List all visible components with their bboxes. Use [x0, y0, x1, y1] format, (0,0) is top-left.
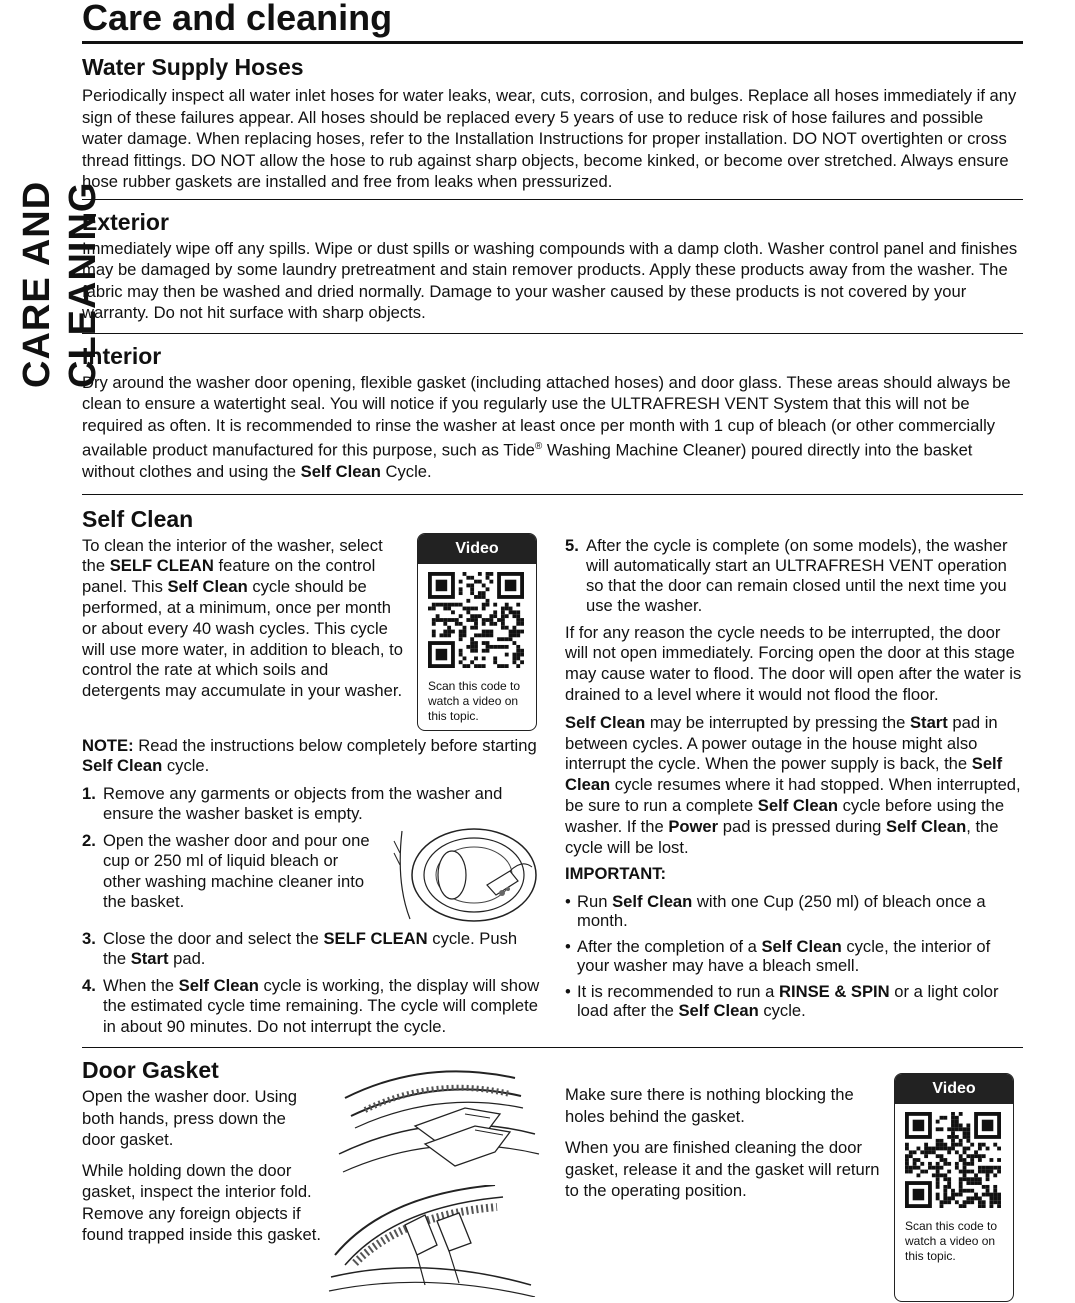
self-clean-intro: To clean the interior of the washer, select the SELF CLEAN feature on the control panel. This Self Clean cycle should be performed, at a minimum, once per month or about every 40 wash cycles. This cycle will use more water, in addition to bleach, to control the rate at which soils and detergents may accumulate in your washer.	[82, 535, 403, 701]
door-gasket-step-2: While holding down the door gasket, inspect the interior fold. Remove any foreign objects if found trapped inside this gasket.	[82, 1160, 321, 1245]
video-qr-card[interactable]	[417, 533, 537, 731]
video-card-caption: Scan this code to watch a video on this topic.	[428, 678, 521, 723]
door-gasket-heading: Door Gasket	[82, 1057, 219, 1084]
step-4: 4. When the Self Clean cycle is working, the display will show the estimated cycle time remaining. The cycle will complete in about 90 minutes. Do not interrupt the cycle.	[82, 975, 540, 1036]
self-clean-left-column	[82, 533, 540, 1038]
step-2: 2. Open the washer door and pour one cup or 250 ml of liquid bleach or other washing machine cleaner into the basket.	[82, 830, 370, 912]
press-gasket-illustration	[325, 1068, 540, 1180]
pause-text: Self Clean may be interrupted by pressing the Start pad in between cycles. A power outage in the house might also interrupt the cycle. When the power supply is back, the Self Clean cycle resumes where it had stopped. When interrupted, be sure to run a complete Self Clean cycle before using the washer. If the Power pad is pressed during Self Clean, the cycle will be lost.	[565, 712, 1021, 857]
qr-code-icon[interactable]	[428, 572, 524, 668]
door-gasket-step-1: Open the washer door. Using both hands, press down the door gasket.	[82, 1087, 297, 1150]
video-card-label: Video	[895, 1074, 1013, 1104]
water-supply-heading: Water Supply Hoses	[82, 54, 304, 80]
video-card-label: Video	[418, 534, 536, 564]
interrupt-text: If for any reason the cycle needs to be interrupted, the door will not open immediately. Forcing open the door at this stage may cause water to flood. The door will open after the water is drained to a level where it would not flood the floor.	[565, 622, 1022, 704]
inspect-fold-illustration	[325, 1185, 540, 1297]
self-clean-section	[82, 495, 1023, 1038]
door-gasket-section	[82, 1048, 1023, 1302]
door-gasket-left-column	[82, 1056, 540, 1302]
exterior-heading: Exterior	[82, 208, 169, 235]
side-tab-label: CARE AND CLEANING	[16, 180, 104, 388]
video-qr-card[interactable]	[894, 1073, 1014, 1302]
page-title: Care and cleaning	[82, 0, 393, 38]
important-label: IMPORTANT:	[565, 864, 667, 884]
step-1: 1. Remove any garments or objects from the washer and ensure the washer basket is empty.	[82, 783, 503, 824]
self-clean-heading: Self Clean	[82, 505, 194, 532]
self-clean-right-column	[565, 533, 1023, 1038]
bullet-1: • Run Self Clean with one Cup (250 ml) of bleach once a month.	[565, 891, 986, 930]
step-3: 3. Close the door and select the SELF CLEAN cycle. Push the Start pad.	[82, 928, 518, 969]
step-5: 5. After the cycle is complete (on some models), the washer will automatically start an ULTRAFRESH VENT operation so that the door can remain closed until the next time you use the washer.	[565, 535, 1008, 615]
door-gasket-step-4: When you are finished cleaning the door gasket, release it and the gasket will return to the operating position.	[565, 1138, 880, 1201]
qr-code-icon[interactable]	[905, 1112, 1001, 1208]
door-gasket-step-3: Make sure there is nothing blocking the holes behind the gasket.	[565, 1085, 854, 1126]
water-supply-text: Periodically inspect all water inlet hoses for water leaks, wear, cuts, corrosion, and bulges. Replace all hoses immediately if any sign of these failures appear. All hoses should be replaced every 5 years of use to reduce risk of hose failures and possible water damage. When replacing hoses, refer to the Installation Instructions for proper installation. DO NOT overtighten or cross thread fittings. DO NOT allow the hose to rub against sharp objects, become kinked, or become over stretched. Always ensure hose rubber gaskets are installed and free from leaks when pressurized.	[82, 86, 1017, 191]
video-card-caption: Scan this code to watch a video on this topic.	[905, 1219, 998, 1264]
interior-section	[82, 334, 1023, 489]
self-clean-note: NOTE: Read the instructions below completely before starting Self Clean cycle.	[82, 735, 537, 775]
bullet-3: • It is recommended to run a RINSE & SPIN or a light color load after the Self Clean cycle.	[565, 981, 999, 1020]
exterior-text: Immediately wipe off any spills. Wipe or dust spills or washing compounds with a damp cloth. Washer control panel and finishes may be damaged by some laundry pretreatment and stain remover products. Apply these products away from the washer. The fabric may then be washed and dried normally. Damage to your washer caused by these products is not covered by your warranty. Do not hit surface with sharp objects.	[82, 238, 1018, 322]
water-supply-section	[82, 44, 1023, 199]
interior-text: Dry around the washer door opening, flexible gasket (including attached hoses) and door glass. These areas should always be clean to ensure a watertight seal. You will notice if you regularly use the ULTRAFRESH VENT System that this will not be required as often. It is recommended to rinse the washer at least once per month with 1 cup of bleach (or other commercially available product manufactured for this purpose, such as Tide® Washing Machine Cleaner) poured directly into the basket without clothes and using the Self Clean Cycle.	[82, 372, 1011, 482]
door-gasket-right-column	[565, 1056, 1023, 1302]
interior-heading: Interior	[82, 342, 162, 369]
exterior-section	[82, 200, 1023, 330]
page-content	[82, 0, 1023, 1302]
washer-bleach-illustration	[392, 823, 540, 923]
bullet-2: • After the completion of a Self Clean cycle, the interior of your washer may have a bleach smell.	[565, 936, 991, 975]
